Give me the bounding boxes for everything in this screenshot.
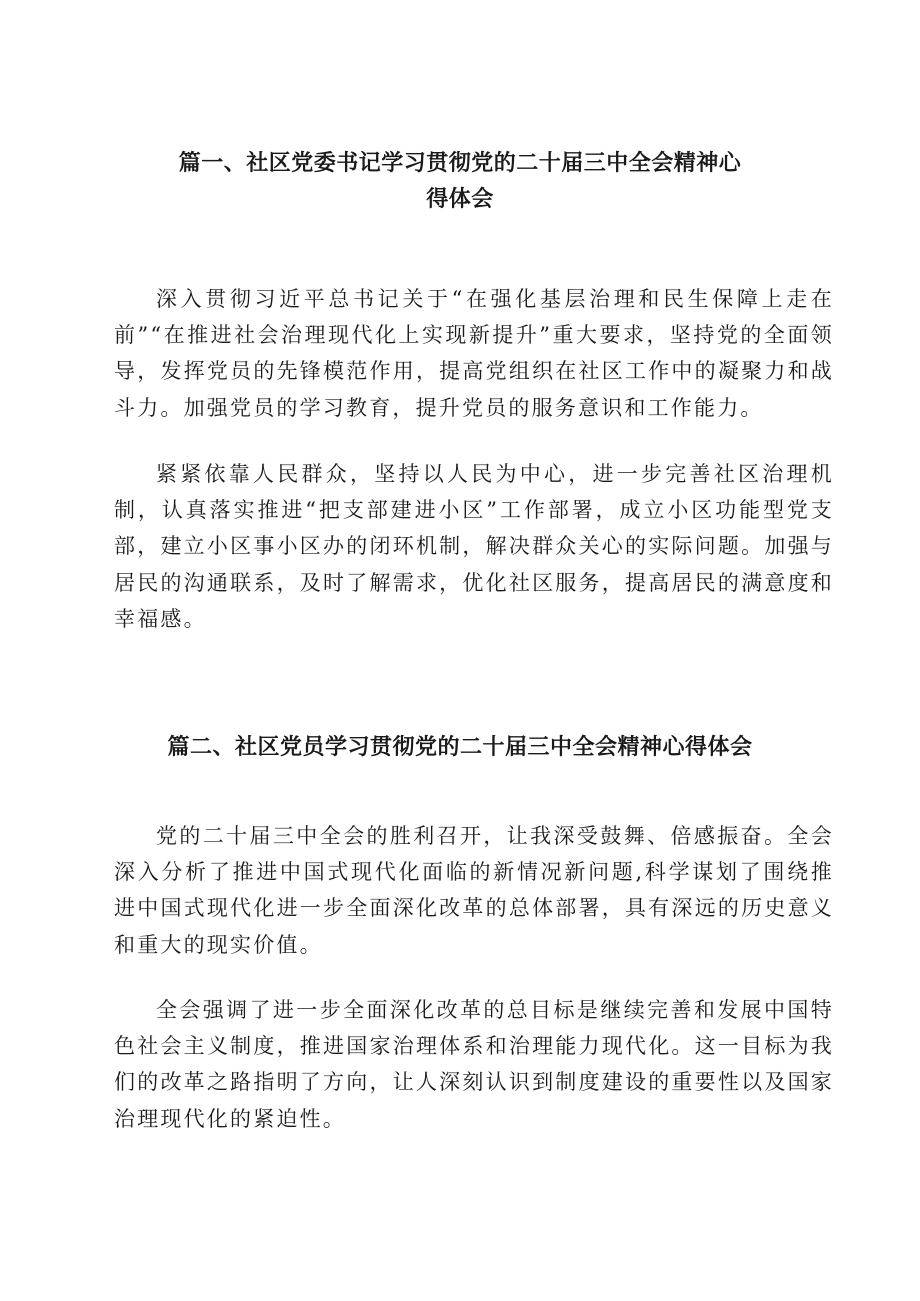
section-2-title [100, 730, 820, 766]
section-1-paragraph-1: 深入贯彻习近平总书记关于“在强化基层治理和民生保障上走在前”“在推进社会治理现代化上实现新提升”重大要求，坚持党的全面领导，发挥党员的先锋模范作用，提高党组织在社区工作中的凝聚力和战斗力。加强党员的学习教育，提升党员的服务意识和工作能力。 [114, 287, 834, 420]
section-2-paragraph-1: 党的二十届三中全会的胜利召开，让我深受鼓舞、倍感振奋。全会深入分析了推进中国式现代化面临的新情况新问题,科学谋划了围绕推进中国式现代化进一步全面深化改革的总体部署，具有深远的历史意义和重大的现实价值。 [114, 824, 834, 957]
section-2-title-line: 篇二、社区党员学习贯彻党的二十届三中全会精神心得体会 [167, 735, 753, 760]
section-2-paragraph-2: 全会强调了进一步全面深化改革的总目标是继续完善和发展中国特色社会主义制度，推进国家治理体系和治理能力现代化。这一目标为我们的改革之路指明了方向，让人深刻认识到制度建设的重要性以及国家治理现代化的紧迫性。 [114, 998, 834, 1131]
section-1-paragraph-2: 紧紧依靠人民群众，坚持以人民为中心，进一步完善社区治理机制，认真落实推进“把支部建进小区”工作部署，成立小区功能型党支部，建立小区事小区办的闭环机制，解决群众关心的实际问题。加强与居民的沟通联系，及时了解需求，优化社区服务，提高居民的满意度和幸福感。 [114, 462, 834, 631]
section-1-title [100, 146, 820, 218]
section-1-title-line-1: 篇一、社区党委书记学习贯彻党的二十届三中全会精神心 [178, 151, 742, 176]
section-1-title-line-2: 得体会 [426, 187, 494, 212]
